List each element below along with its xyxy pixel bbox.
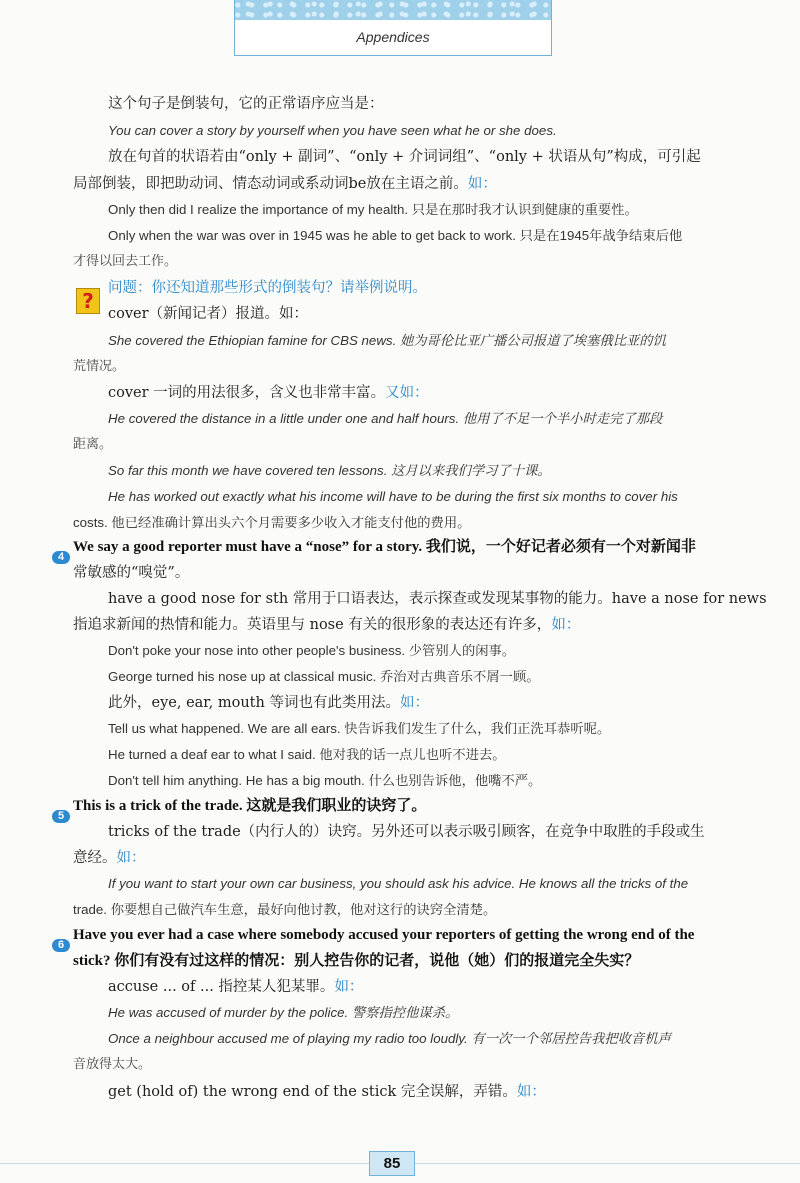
text-line-content: Only when the war was over in 1945 was he able to get back to work. 只是在1945年战争结束后他 [108,228,683,243]
text-line-content: If you want to start your own car business, you should ask his advice. He knows all the tricks of the [108,876,689,891]
text-line-content: He covered the distance in a little under one and half hours. 他用了不足一个半小时走完了那段 [108,411,663,426]
text-line [108,1029,671,1049]
text-line-content: 这个句子是倒装句，它的正常语序应当是： [108,96,384,112]
text-line [73,1055,151,1075]
item-number-5: 5 [52,810,70,823]
text-line [73,357,125,377]
text-line [108,745,506,765]
text-line [108,874,688,894]
text-line [73,900,496,920]
text-line-content: Don't poke your nose into other people's business. 少管别人的闲事。 [108,643,516,658]
example-marker: 又如： [385,385,429,401]
text-line-content: 局部倒装，即把助动词、情态动词或系动词be放在主语之前。 [73,176,468,192]
text-line-content: 常敏感的“嗅觉”。 [73,565,190,581]
text-line-content: We say a good reporter must have a “nose” for a story. 我们说，一个好记者必须有一个对新闻非 [73,539,696,555]
text-line-content: get (hold of) the wrong end of the stick 完全误解，弄错。 [108,1084,517,1100]
example-marker: 如： [116,850,146,866]
text-line-content: 荒情况。 [73,359,126,374]
text-line-content: 问题：你还知道那些形式的倒装句？请举例说明。 [108,280,427,296]
text-line [108,461,551,481]
item-number-4: 4 [52,551,70,564]
text-line [73,796,426,816]
question-mark-icon: ? [76,288,100,314]
text-line [108,409,662,429]
text-line [108,641,515,661]
header-title: Appendices [356,29,430,45]
text-line-content: trade. 你要想自己做汽车生意，最好向他讨教，他对这行的诀窍全清楚。 [73,902,497,917]
text-line [108,822,705,842]
text-line [108,304,308,324]
text-line [73,925,694,945]
text-line [108,977,363,997]
text-line-content: cover（新闻记者）报道。如： [108,306,309,322]
header-decorative-band [235,0,551,20]
text-line-content: She covered the Ethiopian famine for CBS news. 她为哥伦比亚广播公司报道了埃塞俄比亚的饥 [108,333,666,348]
example-marker: 如： [334,979,364,995]
text-line-content: 距离。 [73,437,113,452]
text-line [73,513,470,533]
text-line-content: tricks of the trade（内行人的）诀窍。另外还可以表示吸引顾客，在竞争中取胜的手段或生 [108,824,705,840]
text-line [108,487,678,507]
text-line-content: stick? 你们有没有过这样的情况：别人控告你的记者，说他（她）们的报道完全失实？ [73,953,640,969]
text-line [73,615,580,635]
text-line-content: Only then did I realize the importance of my health. 只是在那时我才认识到健康的重要性。 [108,202,638,217]
example-marker: 如： [516,1084,546,1100]
text-line [108,1003,458,1023]
text-line [108,121,557,141]
text-line [108,1082,546,1102]
text-line-content: 此外，eye, ear, mouth 等词也有此类用法。 [108,695,400,711]
text-line-content: accuse ... of ... 指控某人犯某罪。 [108,979,335,995]
item-number-6: 6 [52,939,70,952]
text-line [73,435,112,455]
text-line-content: 才得以回去工作。 [73,254,178,269]
text-line [108,667,540,687]
text-line-content: Tell us what happened. We are all ears. 快告诉我们发生了什么，我们正洗耳恭听呢。 [108,721,611,736]
text-line-content: George turned his nose up at classical music. 乔治对古典音乐不屑一顾。 [108,669,540,684]
example-marker: 如： [399,695,429,711]
text-line [108,771,541,791]
text-line-content: Don't tell him anything. He has a big mouth. 什么也别告诉他，他嘴不严。 [108,773,542,788]
text-line-content: He turned a deaf ear to what I said. 他对我的话一点儿也听不进去。 [108,747,506,762]
page-number: 85 [369,1151,415,1176]
text-line [108,383,429,403]
text-line [108,94,384,114]
text-line-content: 意经。 [73,850,117,866]
text-line-content: costs. 他已经准确计算出头六个月需要多少收入才能支付他的费用。 [73,515,471,530]
text-line-content: 音放得太大。 [73,1057,152,1072]
text-line-content: cover 一词的用法很多，含义也非常丰富。 [108,385,386,401]
text-line-content: So far this month we have covered ten lessons. 这月以来我们学习了十课。 [108,463,551,478]
text-line-content: Once a neighbour accused me of playing my radio too loudly. 有一次一个邻居控告我把收音机声 [108,1031,671,1046]
text-line-content: 指追求新闻的热情和能力。英语里与 nose 有关的很形象的表达还有许多， [73,617,552,633]
text-line-content: Have you ever had a case where somebody accused your reporters of getting the wrong end of the [73,927,695,943]
text-line [108,693,429,713]
text-line [108,589,767,609]
text-line [73,848,146,868]
text-line [73,563,189,583]
text-line [108,331,666,351]
text-line-content: You can cover a story by yourself when you have seen what he or she does. [108,123,557,138]
text-line [108,278,427,298]
text-line-content: He was accused of murder by the police. 警察指控他谋杀。 [108,1005,459,1020]
text-line-content: have a good nose for sth 常用于口语表达，表示探查或发现某事物的能力。have a nose for news [108,591,767,607]
text-line [73,174,497,194]
text-line [73,537,696,557]
example-marker: 如： [467,176,497,192]
text-line [108,200,638,220]
text-line-content: He has worked out exactly what his income will have to be during the first six months to cover his [108,489,678,504]
page-header [234,0,552,56]
text-line [108,226,682,246]
text-line-content: 放在句首的状语若由“only + 副词”、“only + 介词词组”、“only + 状语从句”构成，可引起 [108,149,701,165]
text-line [108,147,701,167]
text-line [73,252,177,272]
text-line [73,951,639,971]
text-line-content: This is a trick of the trade. 这就是我们职业的诀窍了。 [73,798,427,814]
text-line [108,719,610,739]
example-marker: 如： [551,617,581,633]
